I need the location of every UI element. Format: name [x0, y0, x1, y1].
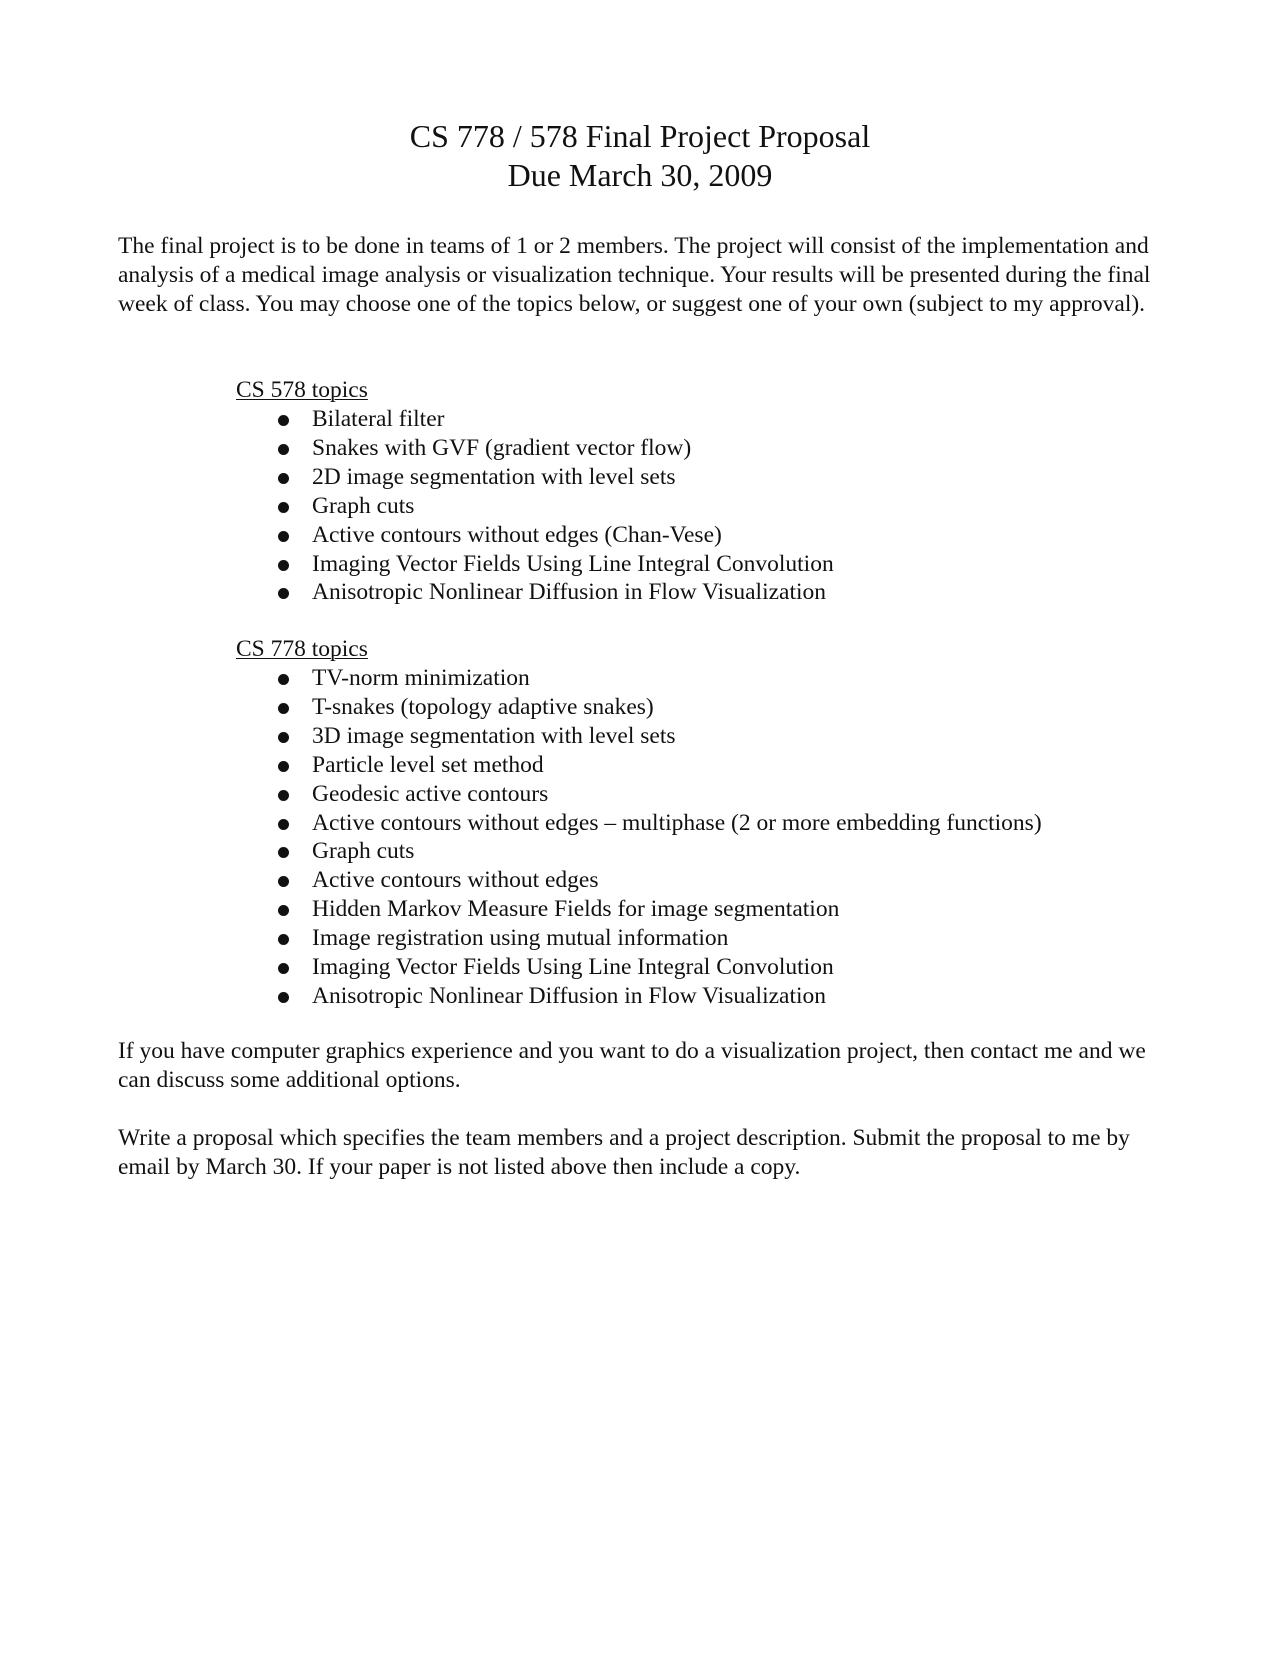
bullet-icon	[278, 473, 289, 484]
list-item	[236, 751, 1136, 780]
list-item	[236, 809, 1136, 838]
graphics-paragraph: If you have computer graphics experience and you want to do a visualization project, then contact me and we can discuss some additional options.	[118, 1038, 1146, 1093]
bullet-icon	[278, 905, 289, 916]
bullet-icon	[278, 732, 289, 743]
topic-label: Bilateral filter	[312, 406, 445, 432]
list-item	[236, 953, 1136, 982]
bullet-icon	[278, 761, 289, 772]
list-item	[236, 434, 1136, 463]
submission-paragraph: Write a proposal which specifies the team members and a project description. Submit the proposal to me by email by March 30. If your paper is not listed above then include a copy.	[118, 1125, 1130, 1180]
topic-label: Graph cuts	[312, 838, 415, 865]
topic-label: 2D image segmentation with level sets	[312, 463, 676, 490]
topic-label: Hidden Markov Measure Fields for image segmentation	[312, 896, 840, 923]
bullet-icon	[278, 934, 289, 945]
topic-label: Active contours without edges	[312, 867, 599, 894]
list-item	[236, 463, 1136, 492]
bullet-icon	[278, 703, 289, 714]
bullet-icon	[278, 415, 289, 426]
topic-label: Imaging Vector Fields Using Line Integral Convolution	[312, 550, 834, 577]
cs578-topics-heading: CS 578 topics	[236, 377, 368, 403]
bullet-icon	[278, 531, 289, 542]
topic-label: Active contours without edges (Chan-Vese)	[312, 521, 722, 548]
list-item	[236, 780, 1136, 809]
topic-label: Anisotropic Nonlinear Diffusion in Flow Visualization	[312, 579, 827, 606]
bullet-icon	[278, 674, 289, 685]
topic-label: Imaging Vector Fields Using Line Integral Convolution	[312, 954, 834, 981]
list-item	[236, 550, 1136, 579]
cs778-topics-section	[236, 635, 1136, 1011]
list-item	[236, 866, 1136, 895]
list-item	[236, 492, 1136, 521]
list-item	[236, 578, 1136, 607]
document-title	[0, 117, 1280, 195]
topic-label: 3D image segmentation with level sets	[312, 722, 676, 749]
list-item	[236, 693, 1136, 722]
bullet-icon	[278, 502, 289, 513]
cs578-topic-list	[236, 405, 1136, 607]
topic-label: Image registration using mutual information	[312, 925, 729, 952]
title-line-due-date: Due March 30, 2009	[507, 157, 773, 193]
topic-label: Active contours without edges – multiphase (2 or more embedding functions)	[312, 809, 1042, 836]
cs578-topics-section	[236, 376, 1136, 607]
topic-label: Graph cuts	[312, 492, 415, 519]
bullet-icon	[278, 444, 289, 455]
bullet-icon	[278, 790, 289, 801]
list-item	[236, 722, 1136, 751]
bullet-icon	[278, 992, 289, 1003]
list-item	[236, 895, 1136, 924]
list-item	[236, 924, 1136, 953]
bullet-icon	[278, 819, 289, 830]
bullet-icon	[278, 963, 289, 974]
title-line-course: CS 778 / 578 Final Project Proposal	[409, 118, 871, 154]
bullet-icon	[278, 876, 289, 887]
cs778-topic-list	[236, 664, 1136, 1011]
cs778-topics-heading: CS 778 topics	[236, 636, 368, 662]
bullet-icon	[278, 560, 289, 571]
topic-label: Geodesic active contours	[312, 780, 549, 807]
list-item	[236, 837, 1136, 866]
topic-label: TV-norm minimization	[312, 665, 530, 691]
intro-paragraph: The final project is to be done in teams of 1 or 2 members. The project will consist of the implementation and analysis of a medical image analysis or visualization technique. Your results will be presented during the final week of class. You may choose one of the topics below, or suggest one of your own (subject to my approval).	[118, 233, 1151, 317]
topic-label: Anisotropic Nonlinear Diffusion in Flow Visualization	[312, 982, 827, 1009]
topic-label: Particle level set method	[312, 751, 544, 778]
list-item	[236, 521, 1136, 550]
list-item	[236, 405, 1136, 434]
bullet-icon	[278, 847, 289, 858]
topic-label: T-snakes (topology adaptive snakes)	[312, 693, 654, 720]
list-item	[236, 982, 1136, 1011]
list-item	[236, 664, 1136, 693]
topic-label: Snakes with GVF (gradient vector flow)	[312, 434, 692, 461]
bullet-icon	[278, 588, 289, 599]
